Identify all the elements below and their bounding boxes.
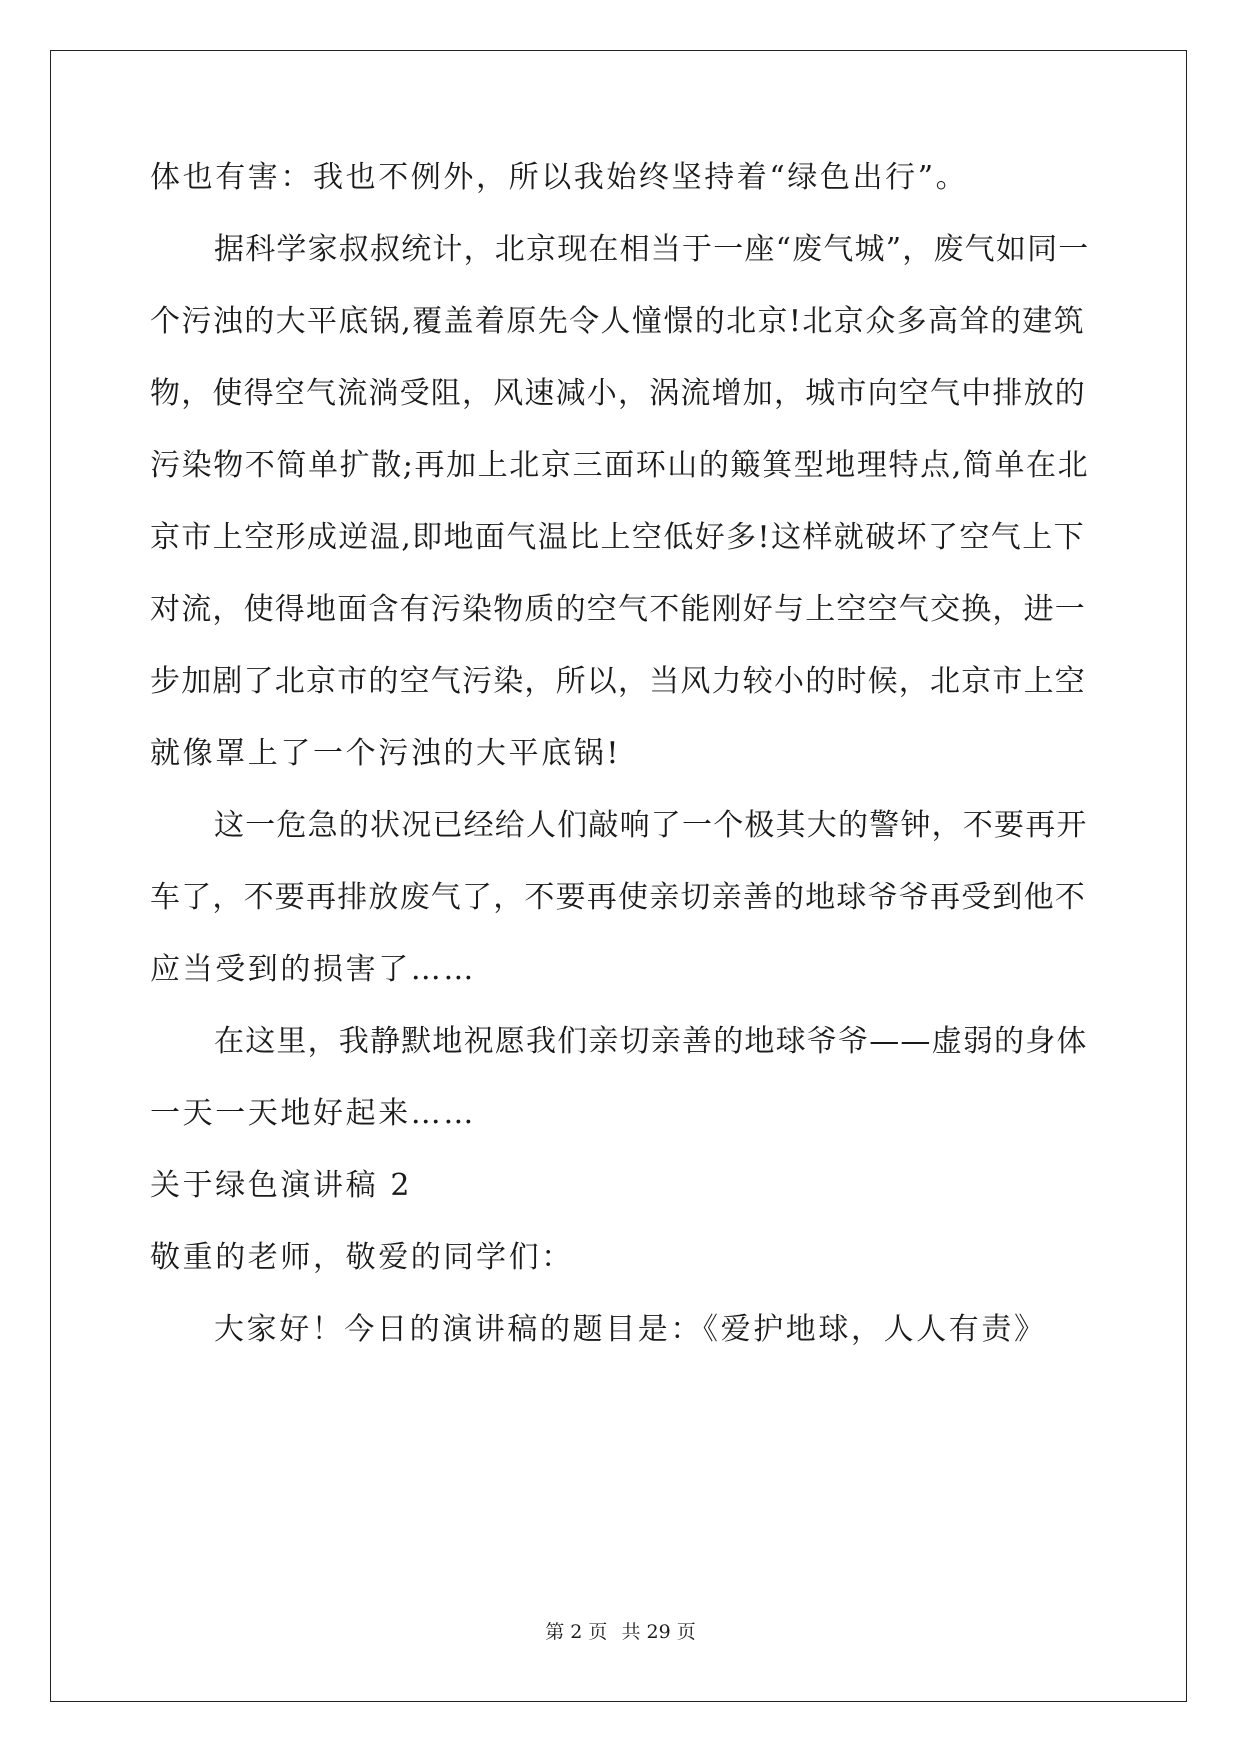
text-line: 体也有害：我也不例外，所以我始终坚持着“绿色出行”。 <box>150 160 969 195</box>
text-line: 对流，使得地面含有污染物质的空气不能刚好与上空空气交换，进一 <box>150 592 1086 627</box>
section-heading: 关于绿色演讲稿 2 <box>150 1168 413 1203</box>
text-line: 污染物不简单扩散;再加上北京三面环山的簸箕型地理特点,简单在北 <box>150 448 1090 483</box>
page-footer <box>0 1620 1241 1644</box>
salutation: 敬重的老师，敬爱的同学们： <box>150 1240 574 1275</box>
page-border <box>50 50 1187 1702</box>
text-line: 应当受到的损害了…… <box>150 952 476 987</box>
text-line: 步加剧了北京市的空气污染，所以，当风力较小的时候，北京市上空 <box>150 664 1086 699</box>
paragraph-start-line: 大家好！今日的演讲稿的题目是：《爱护地球，人人有责》 <box>214 1312 1047 1347</box>
text-line: 车了，不要再排放废气了，不要再使亲切亲善的地球爷爷再受到他不 <box>150 880 1086 915</box>
page-number: 第 2 页 <box>545 1621 608 1643</box>
text-line: 一天一天地好起来…… <box>150 1096 476 1131</box>
paragraph-start-line: 据科学家叔叔统计，北京现在相当于一座“废气城”，废气如同一 <box>214 232 1090 267</box>
text-line: 物，使得空气流淌受阻，风速减小，涡流增加，城市向空气中排放的 <box>150 376 1086 411</box>
text-line: 就像罩上了一个污浊的大平底锅! <box>150 736 622 771</box>
page-total: 共 29 页 <box>621 1621 696 1643</box>
text-line: 个污浊的大平底锅,覆盖着原先令人憧憬的北京!北京众多高耸的建筑 <box>150 304 1085 339</box>
paragraph-start-line: 这一危急的状况已经给人们敲响了一个极其大的警钟，不要再开 <box>214 808 1088 843</box>
paragraph-start-line: 在这里，我静默地祝愿我们亲切亲善的地球爷爷——虚弱的身体 <box>214 1024 1088 1059</box>
text-line: 京市上空形成逆温,即地面气温比上空低好多!这样就破坏了空气上下 <box>150 520 1085 555</box>
